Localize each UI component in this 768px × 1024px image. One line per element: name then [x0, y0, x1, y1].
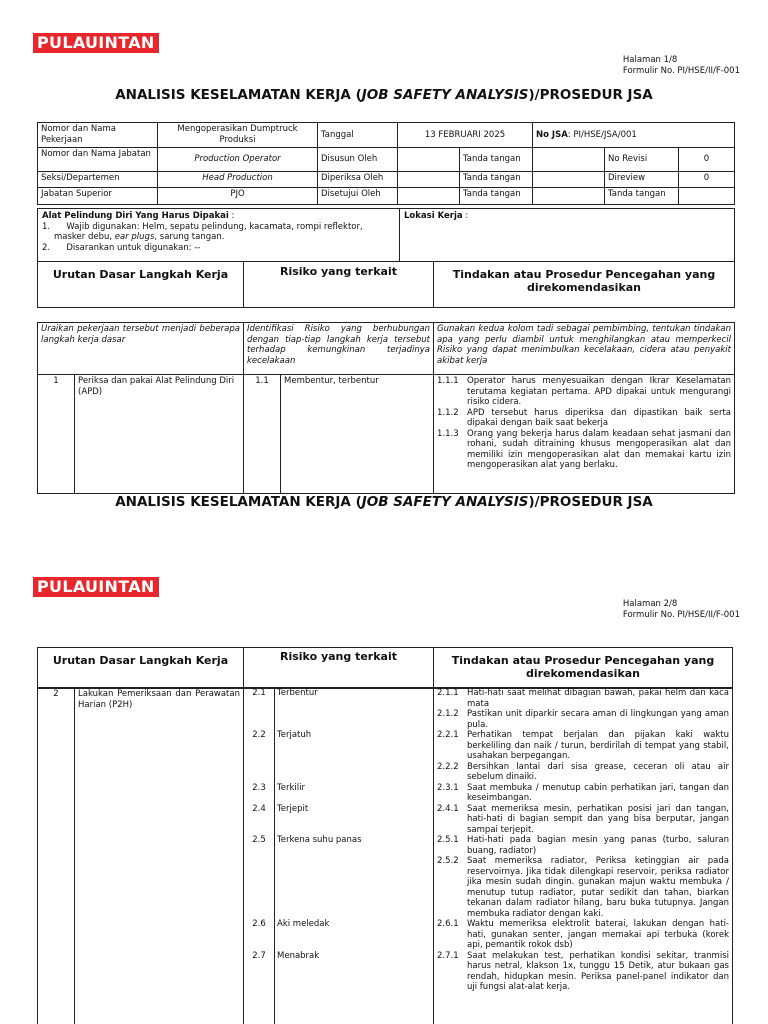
- revision-label: No Revisi: [605, 148, 679, 172]
- dept-value: Head Production: [158, 172, 318, 188]
- action-text: Operator harus menyesuaikan dengan Ikrar Keselamatan terutama kegiatan pertama. APD dipakai untuk mengurangi risiko cidera.: [467, 376, 731, 407]
- apd-title: [42, 211, 395, 222]
- header-actions: Tindakan atau Prosedur Pencegahan yang direkomendasikan: [434, 648, 733, 689]
- risk-item: [244, 730, 434, 741]
- apd-item-1-no: 1.: [42, 221, 51, 232]
- step-number: 2: [38, 688, 75, 1024]
- review-value: 0: [679, 172, 735, 188]
- jsa-number-value: : PI/HSE/JSA/001: [567, 129, 637, 140]
- action-item: [437, 951, 729, 993]
- final-signature-value: [679, 188, 735, 205]
- risk-divider: [274, 688, 275, 1024]
- action-item: [437, 804, 729, 836]
- risk-text: Terkena suhu panas: [277, 835, 362, 845]
- prepared-signature-label: Tanda tangan: [460, 148, 533, 172]
- action-group: [437, 835, 729, 919]
- position-value: Production Operator: [158, 148, 318, 172]
- guide-steps: Uraikan pekerjaan tersebut menjadi beberapa langkah kerja dasar: [38, 323, 244, 375]
- action-item: [437, 429, 731, 471]
- job-name-label: Nomor dan Nama Pekerjaan: [38, 123, 158, 148]
- checked-signature-label: Tanda tangan: [460, 172, 533, 188]
- page-info-page-2: [623, 599, 740, 621]
- risk-item: [244, 835, 434, 846]
- superior-value: PJO: [158, 188, 318, 205]
- action-item: [437, 709, 729, 730]
- prepared-signature-value: [533, 148, 605, 172]
- action-group: [437, 688, 729, 730]
- action-number: 2.2.2: [437, 761, 459, 772]
- footer-title-prefix: ANALISIS KESELAMATAN KERJA (: [115, 494, 362, 510]
- action-group: [437, 804, 729, 836]
- risk-number: 2.2: [252, 730, 266, 740]
- action-group: [437, 951, 729, 993]
- table-row: [38, 375, 735, 494]
- checked-signature-value: [533, 172, 605, 188]
- header-steps: Urutan Dasar Langkah Kerja: [38, 648, 244, 689]
- risk-number: 2.5: [252, 835, 266, 845]
- header-risks: Risiko yang terkait: [244, 648, 434, 689]
- column-header-table-1: [37, 261, 735, 308]
- apd-item-1-italic: ear plugs: [114, 232, 155, 242]
- action-item: [437, 688, 729, 709]
- action-number: 2.5.2: [437, 856, 459, 866]
- review-label: Direview: [605, 172, 679, 188]
- footer-document-title: [0, 494, 768, 510]
- revision-value: 0: [679, 148, 735, 172]
- action-number: 2.1.2: [437, 709, 459, 719]
- guide-risks: Identifikasi Risiko yang berhubungan dengan tiap-tiap langkah kerja tersebut terhadap kemungkinan terjadinya kecelakaan: [244, 323, 434, 375]
- action-number: 2.3.1: [437, 782, 459, 793]
- action-group: [437, 730, 729, 783]
- apd-item-2: [42, 243, 395, 254]
- prepared-by-label: Disusun Oleh: [318, 148, 398, 172]
- risk-item: [244, 951, 434, 962]
- document-title: [0, 87, 768, 103]
- superior-label: Jabatan Superior: [38, 188, 158, 205]
- risk-number: 2.3: [252, 783, 266, 793]
- risk-text: Terjatuh: [277, 730, 312, 740]
- action-text: Saat membuka / menutup cabin perhatikan jari, tangan dan keseimbangan.: [467, 782, 729, 803]
- form-number: Formulir No. PI/HSE/II/F-001: [622, 610, 740, 620]
- action-number: 1.1.2: [437, 407, 459, 418]
- title-italic: JOB SAFETY ANALYSIS: [361, 87, 529, 103]
- prepared-by-value: [398, 148, 460, 172]
- risk-number: 2.6: [252, 919, 266, 929]
- action-item: [437, 376, 731, 408]
- date-value: 13 FEBRUARI 2025: [398, 123, 533, 148]
- action-number: 1.1.1: [437, 376, 459, 386]
- jsa-number: [533, 123, 735, 148]
- date-label: Tanggal: [318, 123, 398, 148]
- form-number: Formulir No. PI/HSE/II/F-001: [622, 66, 740, 76]
- work-location-label: Lokasi Kerja: [404, 211, 463, 221]
- risk-text: Aki meledak: [277, 919, 330, 929]
- work-location: [400, 209, 735, 262]
- risk-text: Terkilir: [277, 783, 305, 793]
- action-text: Saat memeriksa radiator, Periksa ketinggian air pada reservoirnya. Jika tidak dilengkapi reservoir, periksa radiator jika mesin sudah dingin. gunakan majun waktu membuka / menutup tutup radiator, putar sedikit dan tahan, biarkan tekanan dalam radiator hilang, baru buka tutupnya. Jangan membuka radiator dengan kaki.: [467, 856, 729, 919]
- table-row: [38, 688, 733, 1024]
- action-item: [437, 730, 729, 762]
- company-logo-page-2: PULAUINTAN: [33, 577, 159, 597]
- action-number: 2.5.1: [437, 835, 459, 845]
- risk-text: Terbentur: [277, 688, 318, 698]
- action-text: APD tersebut harus diperiksa dan dipastikan baik serta dipakai dengan baik saat bekerja: [467, 407, 731, 428]
- title-prefix: ANALISIS KESELAMATAN KERJA (: [115, 87, 362, 103]
- action-group: [437, 919, 729, 951]
- action-text: Pastikan unit diparkir secara aman di lingkungan yang aman pula.: [467, 709, 729, 730]
- action-number: 2.1.1: [437, 688, 459, 698]
- page-number: Halaman 2/8: [622, 599, 678, 609]
- risk-text: Membentur, terbentur: [281, 375, 434, 494]
- approved-signature-value: [533, 188, 605, 205]
- page-number: Halaman 1/8: [622, 55, 678, 65]
- job-name-value: Mengoperasikan Dumptruck Produksi: [158, 123, 318, 148]
- dept-label: Seksi/Departemen: [38, 172, 158, 188]
- action-item: [437, 856, 729, 919]
- apd-item-1-tail: , sarung tangan.: [154, 232, 225, 242]
- action-text: Saat melakukan test, perhatikan kondisi sekitar, tranmisi harus netral, klakson 1x, tunggu 15 Detik, atur bukaan gas rendah, hidupkan mesin. Periksa panel-panel indikator dan uji fungsi alat-alat kerja.: [467, 950, 729, 992]
- risk-number: 2.7: [252, 951, 266, 961]
- action-text: Perhatikan tempat berjalan dan pijakan kaki waktu berkeliling dan naik / turun, berdirilah di tempat yang stabil, usahakan berpegangan.: [467, 730, 729, 761]
- apd-item-1-text: Wajib digunakan: Helm, sepatu pelindung, kacamata, rompi reflektor, masker debu,: [54, 221, 363, 242]
- risk-number: 2.1: [252, 688, 266, 698]
- action-number: 1.1.3: [437, 428, 459, 439]
- risk-item: [244, 783, 434, 794]
- approved-by-value: [398, 188, 460, 205]
- apd-title-colon: :: [228, 211, 235, 221]
- risk-text: Terjepit: [277, 804, 309, 814]
- risk-number: 1.1: [244, 375, 281, 494]
- checked-by-label: Diperiksa Oleh: [318, 172, 398, 188]
- footer-title-italic: JOB SAFETY ANALYSIS: [361, 494, 529, 510]
- risk-item: [244, 804, 434, 815]
- apd-table: [37, 208, 735, 262]
- action-text: Saat memeriksa mesin, perhatikan posisi jari dan tangan, hati-hati di bagian sempit dan yang bisa berputar, jangan sampai terjepit.: [467, 803, 729, 835]
- step-text: Lakukan Pemeriksaan dan Perawatan Harian (P2H): [75, 688, 244, 1024]
- apd-item-2-no: 2.: [42, 242, 51, 253]
- action-text: Hati-hati pada bagian mesin yang panas (turbo, saluran buang, radiator): [467, 835, 729, 856]
- company-logo: PULAUINTAN: [33, 33, 159, 53]
- approved-signature-label: Tanda tangan: [460, 188, 533, 205]
- risk-number: 2.4: [252, 804, 266, 814]
- action-list: [434, 375, 735, 494]
- apd-item-2-text: Disarankan untuk digunakan: --: [66, 242, 201, 253]
- action-text: Hati-hati saat melihat dibagian bawah, pakai helm dan kaca mata: [467, 688, 729, 709]
- jsa-number-label: No JSA: [536, 129, 568, 140]
- action-number: 2.4.1: [437, 803, 459, 814]
- action-item: [437, 762, 729, 783]
- header-steps: Urutan Dasar Langkah Kerja: [38, 262, 244, 308]
- risk-item: [244, 919, 434, 930]
- work-location-colon: :: [462, 211, 469, 221]
- final-signature-label: Tanda tangan: [605, 188, 679, 205]
- apd-item-1: [42, 222, 395, 243]
- risk-text: Menabrak: [277, 951, 320, 961]
- guide-actions: Gunakan kedua kolom tadi sebagai pembimbing, tentukan tindakan apa yang perlu diambil untuk menghilangkan atau memperkecil Risiko yang dapat menimbulkan kecelakaan, cidera atau penyakit akibat kerja: [434, 323, 735, 375]
- action-number: 2.7.1: [437, 950, 459, 961]
- apd-section: [38, 209, 400, 262]
- action-number: 2.6.1: [437, 919, 459, 929]
- action-item: [437, 408, 731, 429]
- footer-title-suffix: )/PROSEDUR JSA: [528, 494, 653, 510]
- action-text: Bersihkan lantai dari sisa grease, ceceran oli atau air sebelum dinaiki.: [467, 761, 729, 782]
- checked-by-value: [398, 172, 460, 188]
- header-actions: Tindakan atau Prosedur Pencegahan yang direkomendasikan: [434, 262, 735, 308]
- action-item: [437, 919, 729, 951]
- action-item: [437, 783, 729, 804]
- header-risks: Risiko yang terkait: [244, 262, 434, 308]
- title-suffix: )/PROSEDUR JSA: [528, 87, 653, 103]
- risk-item: [244, 688, 434, 699]
- page-info: [623, 55, 740, 77]
- position-label: Nomor dan Nama Jabatan: [38, 148, 158, 172]
- action-text: Orang yang bekerja harus dalam keadaan sehat jasmani dan rohani, sudah ditraining khusus mengoperasikan alat dan memiliki izin mengoperasikan alat dan memakai kartu izin mengoperasikan alat yang berlaku.: [467, 428, 731, 470]
- approved-by-label: Disetujui Oleh: [318, 188, 398, 205]
- action-list: [434, 688, 733, 1024]
- action-number: 2.2.1: [437, 730, 459, 740]
- action-group: [437, 783, 729, 804]
- apd-title-text: Alat Pelindung Diri Yang Harus Dipakai: [42, 211, 229, 221]
- jsa-steps-table-1: [37, 322, 735, 494]
- step-number: 1: [38, 375, 75, 494]
- jsa-info-table: [37, 122, 735, 205]
- action-text: Waktu memeriksa elektrolit baterai, lakukan dengan hati-hati, gunakan senter, jangan memakai api terbuka (korek api, pemantik rokok dsb): [467, 919, 729, 950]
- step-text: Periksa dan pakai Alat Pelindung Diri (APD): [75, 375, 244, 494]
- risk-list: [244, 688, 434, 1024]
- action-item: [437, 835, 729, 856]
- column-header-table-2: [37, 647, 733, 689]
- jsa-steps-table-2: [37, 687, 733, 1024]
